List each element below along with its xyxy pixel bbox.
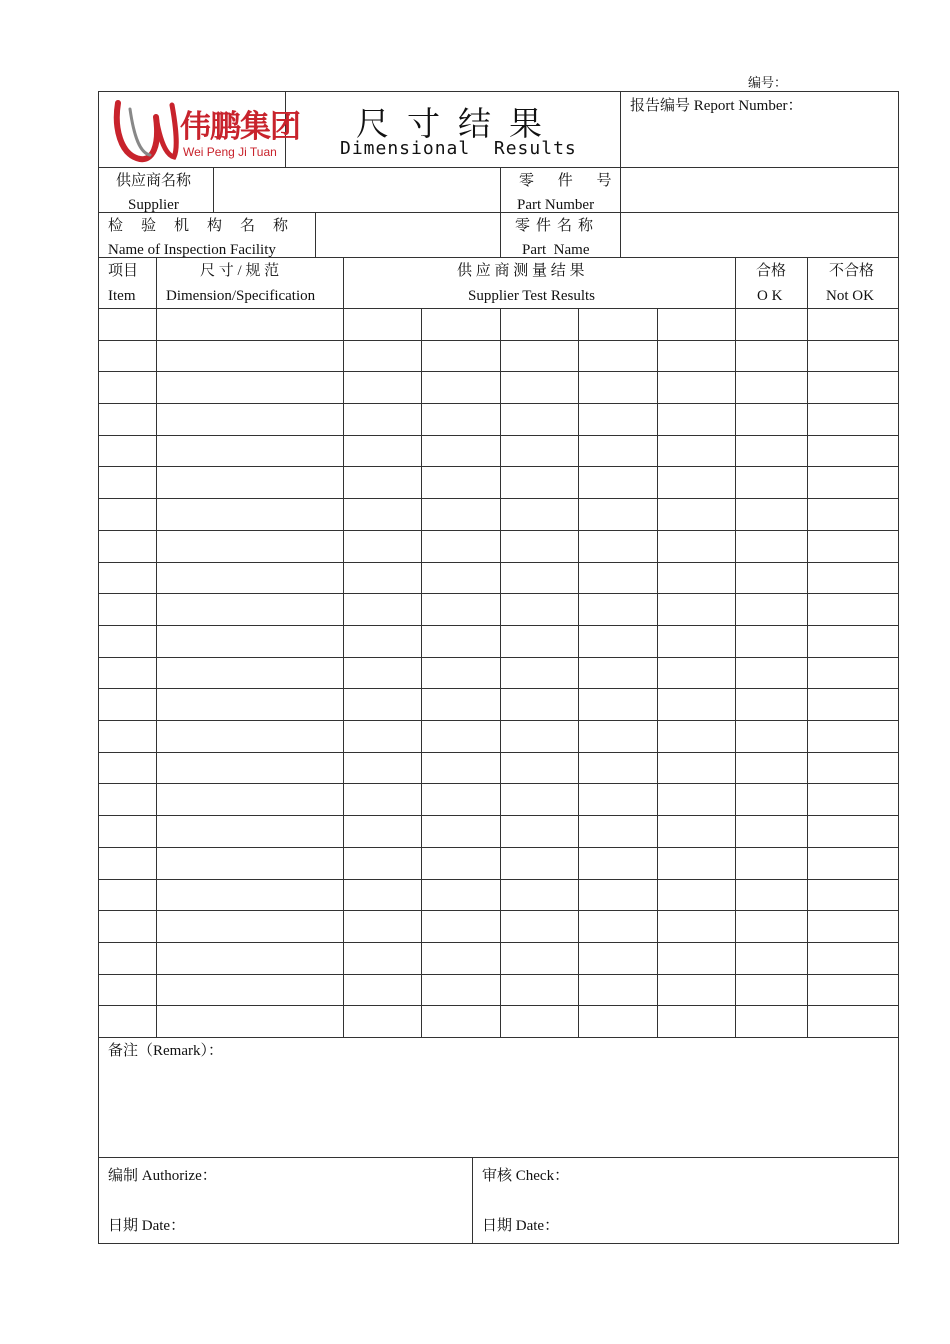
remark-label: 备注（Remark）：	[108, 1043, 223, 1059]
divider-part-label-left	[500, 167, 501, 257]
table-row-divider	[98, 720, 899, 721]
table-row-divider	[98, 1005, 899, 1006]
table-row-divider	[98, 593, 899, 594]
authorize-label: 编制 Authorize：	[108, 1168, 217, 1184]
table-row-divider	[98, 498, 899, 499]
column-divider	[343, 257, 344, 1037]
column-header-item-cn: 项目	[108, 263, 139, 279]
column-header-ok-en: O K	[757, 288, 783, 304]
divider-table-end	[98, 1037, 899, 1038]
inspection-facility-label-cn: 检验机构名称	[108, 218, 307, 234]
table-row-divider	[98, 847, 899, 848]
supplier-field[interactable]	[214, 168, 500, 212]
column-divider	[500, 308, 501, 1037]
table-row-divider	[98, 530, 899, 531]
logo-text-cn: 伟鹏集团	[180, 109, 300, 145]
column-header-dimension-cn: 尺 寸 / 规 范	[200, 263, 280, 279]
report-number-label: 报告编号 Report Number：	[630, 98, 803, 114]
column-divider	[657, 308, 658, 1037]
column-divider	[421, 308, 422, 1037]
column-header-item-en: Item	[108, 288, 136, 304]
divider-remark-end	[98, 1157, 899, 1158]
table-row-divider	[98, 562, 899, 563]
remark-field[interactable]	[99, 1060, 898, 1156]
column-divider	[807, 257, 808, 1037]
table-row-divider	[98, 783, 899, 784]
column-header-not-ok-cn: 不合格	[829, 263, 875, 279]
part-name-label-cn: 零件名称	[515, 218, 600, 234]
table-row-divider	[98, 879, 899, 880]
part-name-label-en: Part Name	[522, 242, 590, 258]
table-row-divider	[98, 688, 899, 689]
table-row-divider	[98, 435, 899, 436]
table-row-divider	[98, 752, 899, 753]
document-number-label: 编号：	[748, 75, 788, 90]
supplier-label-cn: 供应商名称	[116, 173, 192, 189]
column-header-supplier-results-en: Supplier Test Results	[468, 288, 596, 304]
table-row-divider	[98, 340, 899, 341]
column-divider	[578, 308, 579, 1037]
signature-divider	[472, 1157, 473, 1243]
table-row-divider	[98, 625, 899, 626]
inspection-facility-label-en: Name of Inspection Facility	[108, 242, 276, 258]
column-header-dimension-en: Dimension/Specification	[166, 288, 316, 304]
table-row-divider	[98, 371, 899, 372]
column-header-ok-cn: 合格	[756, 263, 787, 279]
column-header-not-ok-en: Not OK	[826, 288, 874, 304]
column-divider	[735, 257, 736, 1037]
part-number-field[interactable]	[621, 168, 898, 212]
table-row-divider	[98, 403, 899, 404]
divider-column-header	[98, 308, 899, 309]
check-label: 审核 Check：	[482, 1168, 570, 1184]
page-title-cn: 尺寸结果	[356, 104, 560, 143]
column-header-supplier-results-cn: 供 应 商 测 量 结 果	[457, 263, 585, 279]
date-label-check: 日期 Date：	[482, 1218, 560, 1234]
table-row-divider	[98, 942, 899, 943]
logo-text-en: Wei Peng Ji Tuan	[183, 145, 277, 159]
date-label-authorize: 日期 Date：	[108, 1218, 186, 1234]
divider-title	[620, 92, 621, 167]
part-number-label-en: Part Number	[517, 197, 595, 213]
table-row-divider	[98, 974, 899, 975]
part-name-field[interactable]	[621, 213, 898, 257]
page-title-en: Dimensional Results	[340, 138, 577, 159]
table-row-divider	[98, 466, 899, 467]
column-divider	[156, 257, 157, 1037]
table-row-divider	[98, 910, 899, 911]
table-row-divider	[98, 657, 899, 658]
inspection-facility-field[interactable]	[316, 213, 500, 257]
table-row-divider	[98, 815, 899, 816]
part-number-label-cn: 零 件 号	[519, 173, 622, 189]
supplier-label-en: Supplier	[128, 197, 179, 213]
